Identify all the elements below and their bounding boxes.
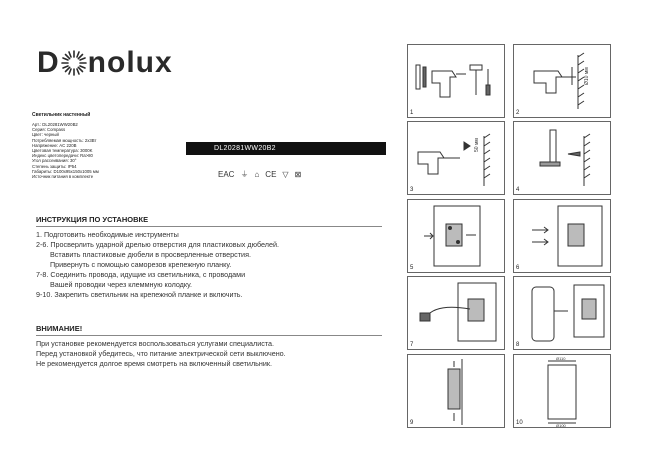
sun-icon (61, 50, 87, 76)
install-title: ИНСТРУКЦИЯ ПО УСТАНОВКЕ (36, 215, 149, 224)
instruction-line: 2-6. Просверлить ударной дрелью отверстия для пластиковых дюбелей. (36, 240, 279, 249)
spec-line: Напряжение: AC 220В (32, 142, 77, 148)
spec-block (32, 112, 387, 188)
bottom-diameter-label: Ø100 (556, 423, 566, 427)
step-3-panel (407, 121, 505, 195)
instruction-line: 1. Подготовить необходимые инструменты (36, 230, 179, 239)
instruction-line: 9-10. Закрепить светильник на крепежной планке и включить. (36, 290, 243, 299)
step-number: 4 (516, 187, 520, 193)
spec-line: Индекс цветопередачи: Ra>80 (32, 153, 93, 159)
logo-letter: D (37, 46, 60, 79)
spec-line: Степень защиты: IP54 (32, 163, 77, 169)
step-8-panel (513, 276, 611, 350)
spec-line: Арт.: DL20281WW20B2 (32, 122, 78, 127)
ground-icon: ⏚ (240, 169, 249, 179)
drill-depth-icon (408, 122, 504, 194)
drill-diameter-label: Ø10 мм (584, 67, 590, 85)
step-number: 3 (410, 187, 414, 193)
spec-title: Светильник настенный (32, 112, 91, 118)
step-number: 1 (410, 110, 414, 116)
tools-icon (408, 45, 504, 117)
spec-line: Угол рассеивания: 30° (32, 158, 77, 164)
step-2-panel (513, 44, 611, 118)
step-9-panel (407, 354, 505, 428)
model-number-bar: DL20281WW20B2 (186, 142, 386, 155)
warning-line: При установке рекомендуется воспользоваться услугами специалиста. (36, 339, 275, 348)
step-number: 5 (410, 265, 414, 271)
step-number: 8 (516, 342, 520, 348)
spec-line: Габариты: D100х95х150х1005 мм (32, 168, 99, 174)
indoor-icon: ⌂ (254, 169, 260, 179)
instruction-line: Привернуть с помощью саморезов крепежную планку. (50, 260, 232, 269)
logo-text: nolux (87, 46, 173, 79)
instruction-line: Вставить пластиковые дюбели в просверленные отверстия. (50, 250, 251, 259)
spec-lines (32, 122, 182, 179)
dimensions-icon (514, 355, 610, 427)
divider (36, 226, 382, 227)
step-5-panel (407, 199, 505, 273)
spec-line: Цветовая температура: 3000K (32, 148, 93, 154)
step-10-panel (513, 354, 611, 428)
warning-title: ВНИМАНИЕ! (36, 324, 83, 333)
step-1-panel (407, 44, 505, 118)
no-bin-icon: ⊠ (294, 169, 302, 179)
step-4-panel (513, 121, 611, 195)
step-number: 6 (516, 265, 520, 271)
screw-plate-icon (514, 200, 610, 272)
wiring-icon (408, 277, 504, 349)
eac-icon: EAC (218, 169, 235, 179)
triangle-icon: ▽ (282, 169, 289, 179)
instruction-line: Вашей проводки через клеммную колодку. (50, 280, 192, 289)
mounting-plate-icon (408, 200, 504, 272)
step-6-panel (513, 199, 611, 273)
warning-line: Не рекомендуется долгое время смотреть на включенный светильник. (36, 359, 273, 368)
step-7-panel (407, 276, 505, 350)
ce-icon: CE (265, 169, 277, 179)
drill-wall-icon (514, 45, 610, 117)
instruction-line: 7-8. Соединить провода, идущие из светильника, с проводами (36, 270, 246, 279)
brand-logo (37, 46, 173, 80)
spec-line: Серия: Compass (32, 127, 66, 133)
step-number: 9 (410, 420, 414, 426)
dowel-icon (514, 122, 610, 194)
certification-icons (218, 167, 301, 181)
warning-line: Перед установкой убедитесь, что питание электрической сети выключено. (36, 349, 286, 358)
spec-line: Потребляемая мощность: 2х3Вт (32, 137, 97, 143)
step-number: 10 (516, 420, 523, 426)
spec-line: Цвет: черный (32, 132, 59, 138)
step-number: 7 (410, 342, 414, 348)
side-view-icon (408, 355, 504, 427)
top-diameter-label: Ø110 (556, 356, 566, 361)
warning-text (36, 339, 286, 369)
divider (36, 335, 382, 336)
drill-depth-label: 50 мм (474, 138, 480, 152)
fixture-mount-icon (514, 277, 610, 349)
step-number: 2 (516, 110, 520, 116)
install-instructions (36, 230, 279, 300)
spec-line: Источник питания в комплекте (32, 174, 94, 180)
